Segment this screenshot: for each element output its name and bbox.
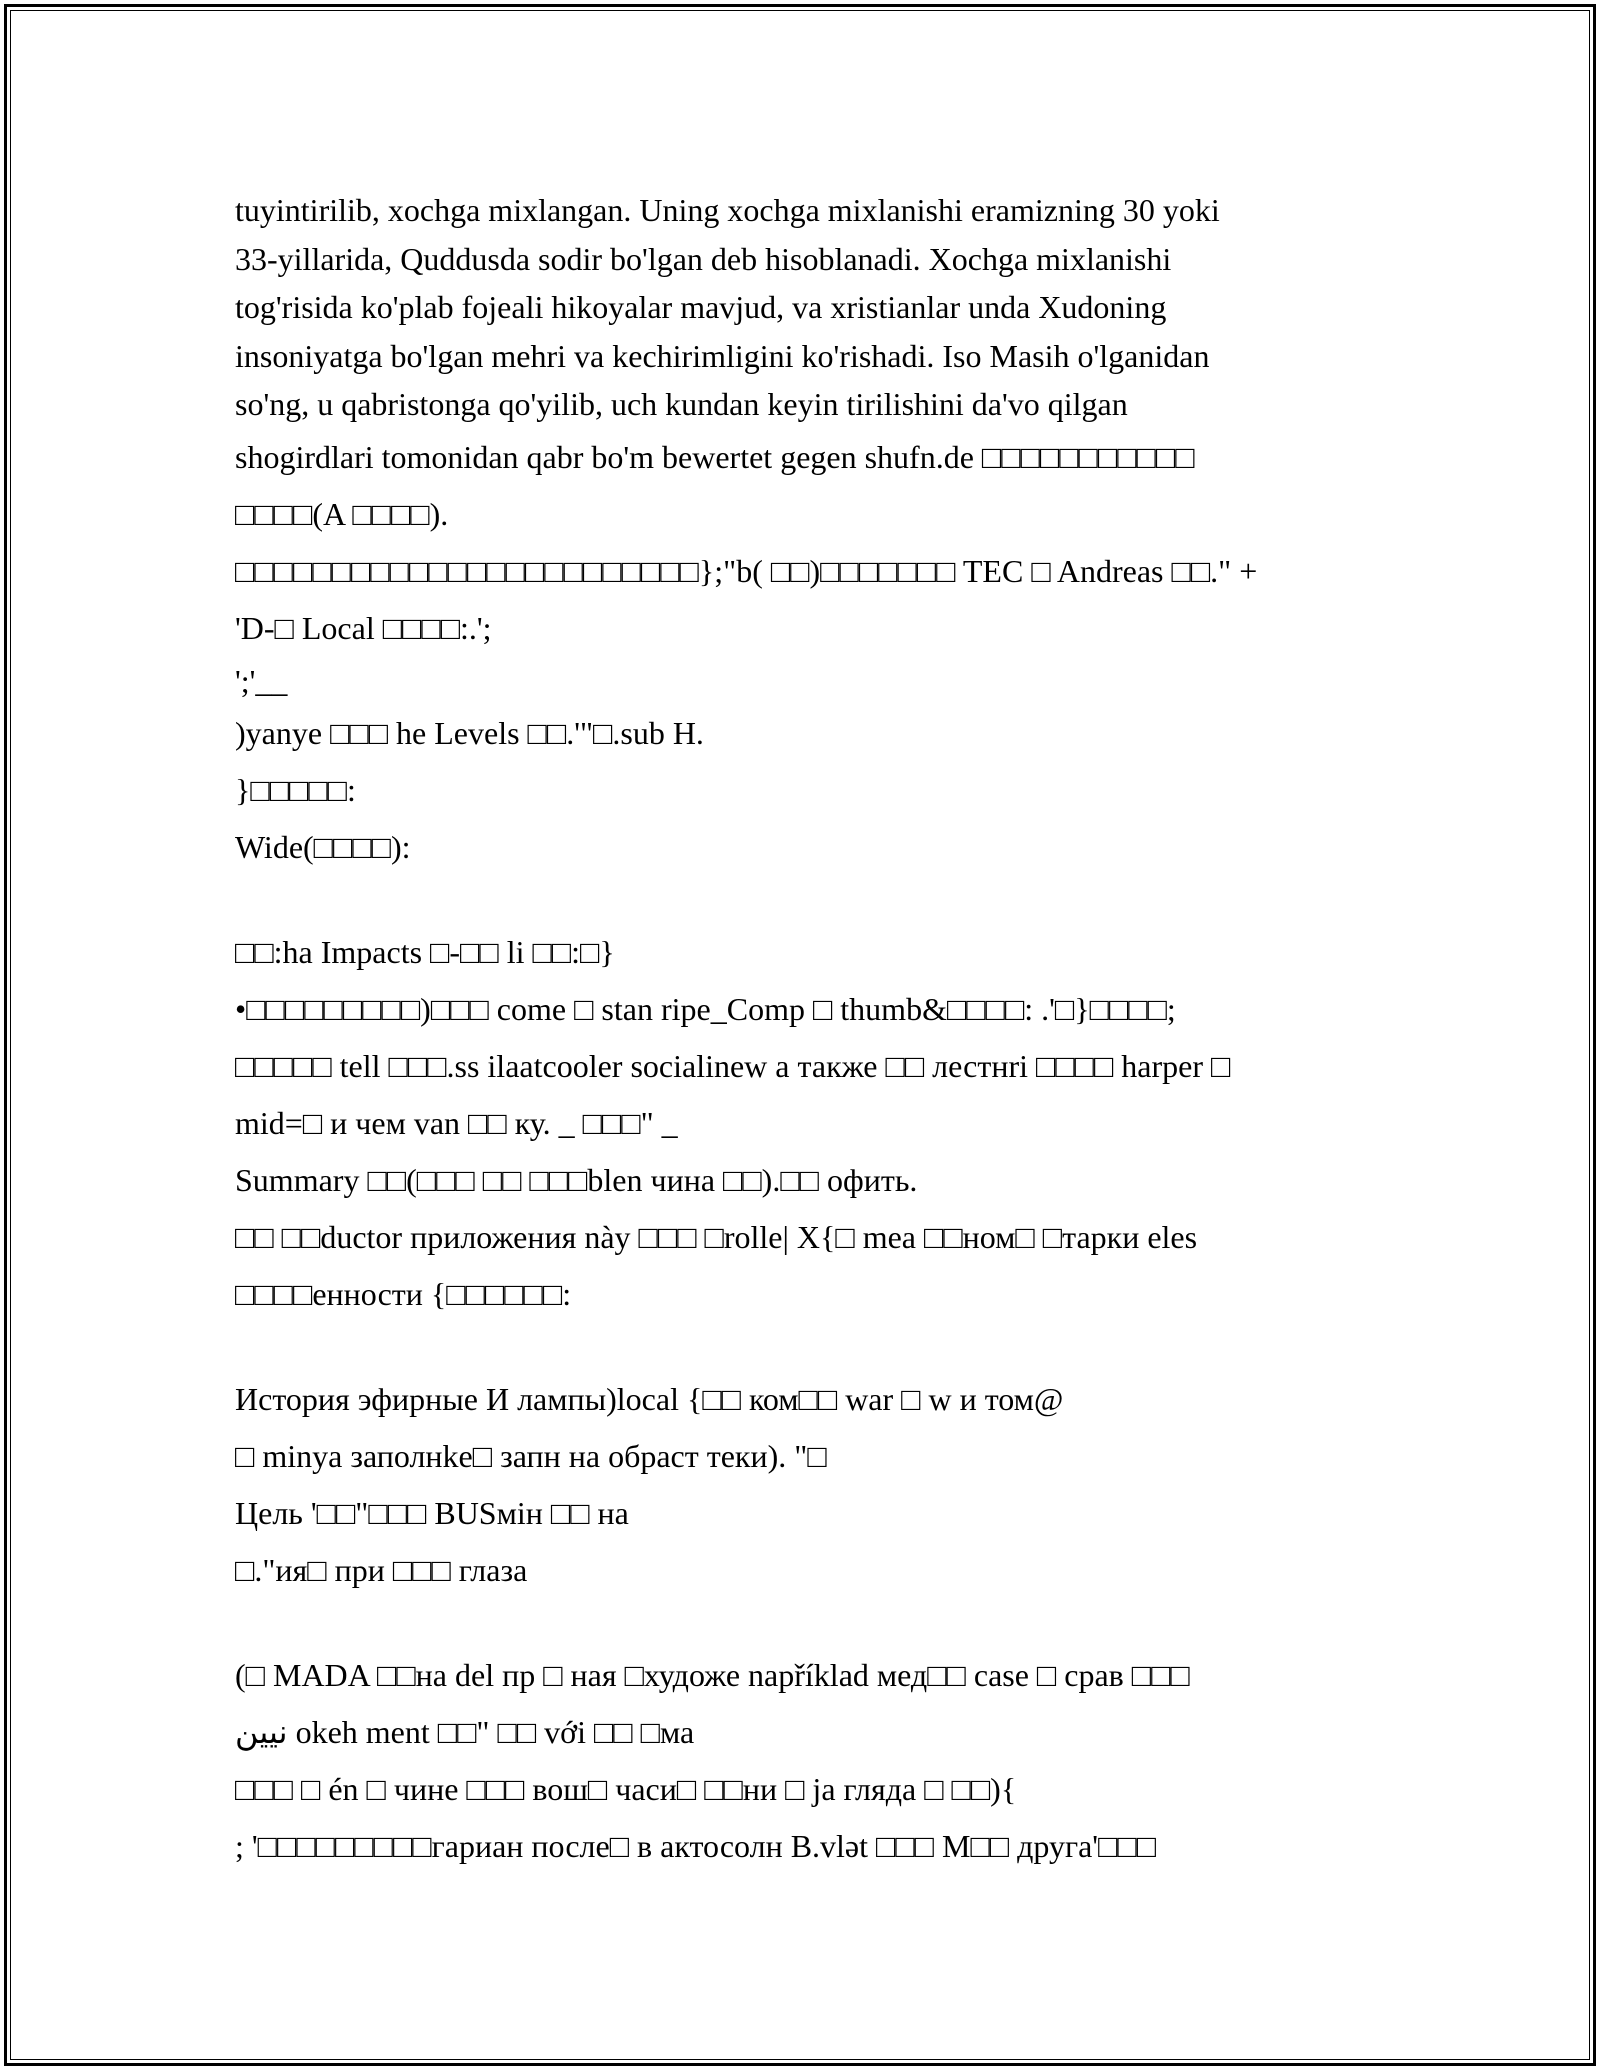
text-line: )yanye □□□ he Levels □□.'"□.sub H. [235, 715, 704, 751]
text-line: insoniyatga bo'lgan mehri va kechirimligini ko'rishadi. Iso Masih o'lganidan [235, 337, 1210, 374]
text-line: shogirdlari tomonidan qabr bo'm bewertet gegen shufn.de □□□□□□□□□□□ [235, 438, 1195, 475]
text-line: 'D-□ Local □□□□:.'; [235, 609, 492, 646]
text-line: □."ия□ при □□□ глаза [235, 1552, 528, 1588]
text-line: mid=□ и чем van □□ ку. _ □□□" _ [235, 1105, 678, 1141]
text-line: •□□□□□□□□□)□□□ come □ stan ripe_Comp □ thumb&□□□□: .'□}□□□□; [235, 991, 1176, 1027]
text-line: □ minya заполнkе□ запн на обраст теки). "□ [235, 1438, 827, 1474]
text-line: }□□□□□: [235, 772, 356, 808]
text-line: Summary □□(□□□ □□ □□□blen чина □□).□□ офить. [235, 1162, 918, 1198]
text-line: □□□□□□□□□□□□□□□□□□□□□□□□};"b( □□)□□□□□□□ TEC □ Andreas □□." + [235, 552, 1258, 589]
text-line: □□:ha Impacts □-□□ li □□:□} [235, 934, 615, 970]
text-line: ';'__ [235, 662, 288, 699]
text-line: История эфирные И лампы)local {□□ ком□□ war □ w и том@ [235, 1381, 1064, 1417]
text-line: 33-yillarida, Quddusda sodir bo'lgan deb hisoblanadi. Xochga mixlanishi [235, 240, 1172, 277]
paragraph-gap [235, 876, 1395, 924]
paragraph-gap [235, 1599, 1395, 1647]
text-line: □□□□(A □□□□). [235, 495, 449, 532]
document-body [235, 186, 1395, 1875]
text-line: □□□ □ én □ чине □□□ вош□ часи□ □□ни □ ja гляда □ □□){ [235, 1771, 1017, 1807]
text-line: □□ □□ductor приложения này □□□ □rolle| X{□ mea □□ном□ □тарки eles [235, 1219, 1198, 1255]
text-line: tuyintirilib, xochga mixlangan. Uning xochga mixlanishi eramizning 30 yoki [235, 192, 1220, 228]
text-line: نيين okeh ment □□" □□ với □□ □ма [235, 1714, 695, 1750]
text-line: ; '□□□□□□□□□гариан после□ в актосолн B.vlət □□□ M□□ друга'□□□ [235, 1828, 1157, 1864]
text-line: □□□□енности {□□□□□□: [235, 1276, 572, 1312]
text-line: Wide(□□□□): [235, 829, 411, 865]
text-line: Цель '□□"□□□ BUSмiн □□ на [235, 1495, 629, 1531]
text-line: tog'risida ko'plab fojeali hikoyalar mavjud, va xristianlar unda Xudoning [235, 289, 1167, 325]
text-line: □□□□□ tell □□□.ss ilaatcooler socialinew a также □□ лестнri □□□□ harper □ [235, 1048, 1231, 1084]
text-line: (□ MADA □□на del пр □ ная □художе například мед□□ case □ срав □□□ [235, 1657, 1190, 1693]
text-line: so'ng, u qabristonga qo'yilib, uch kundan keyin tirilishini da'vo qilgan [235, 386, 1128, 422]
paragraph-gap [235, 1323, 1395, 1371]
